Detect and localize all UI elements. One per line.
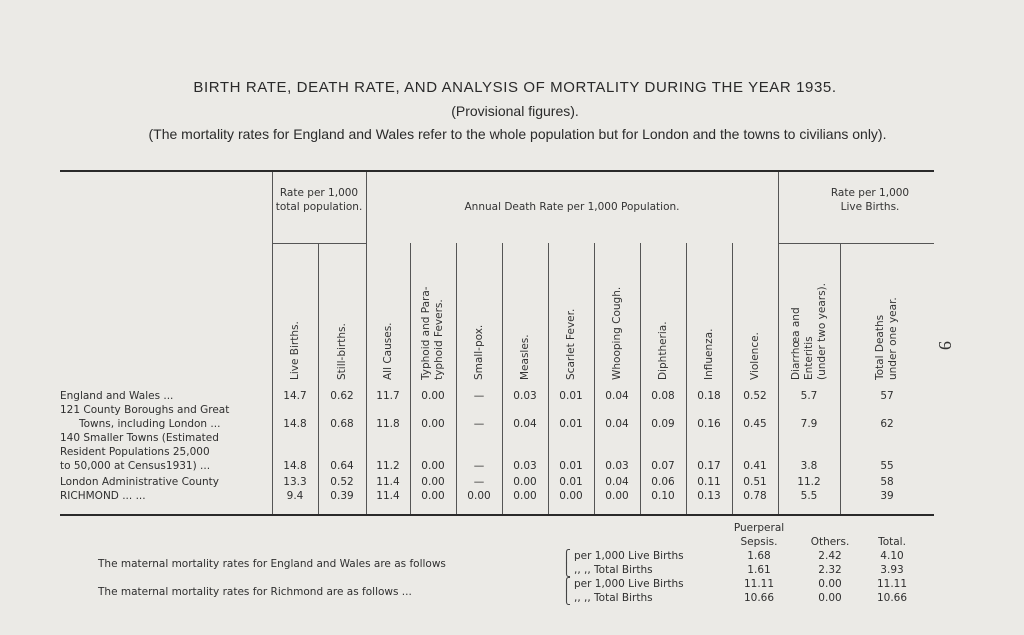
table-cell: 0.13 [697,490,721,502]
column-header-4-line-1: Small-pox. [472,324,485,380]
table-cell: 5.5 [800,490,818,502]
table-cell: 39 [880,490,894,502]
table-cell: 0.00 [421,460,445,472]
column-header-3-line-1: Typhoid and Para- [420,286,432,380]
table-cell: 55 [880,460,894,472]
table-cell: 0.03 [605,460,629,472]
column-divider [456,243,457,514]
maternal-value-total: 3.93 [880,564,904,576]
table-cell: 0.04 [513,418,537,430]
table-cell: 0.00 [421,418,445,430]
table-cell: 0.04 [605,418,629,430]
column-header-3-line-2: typhoid Fevers. [433,299,445,380]
group-header-live: Rate per 1,000 Live Births. [830,187,910,213]
table-cell: 11.4 [376,476,400,488]
table-cell: 0.00 [421,390,445,402]
table-cell: 0.00 [513,490,537,502]
maternal-value-others: 2.42 [818,550,842,562]
table-cell: 3.8 [800,460,818,472]
group-divider-line [272,243,366,244]
table-cell: 0.62 [330,390,354,402]
table-cell: 0.51 [743,476,767,488]
column-header-9-line-1: Influenza. [702,328,715,380]
brace-england-bottom: ⎩ [562,563,571,577]
maternal-value-others: 0.00 [818,578,842,590]
table-cell: 0.06 [651,476,675,488]
maternal-header-total: Total. [878,536,906,548]
table-cell: 0.03 [513,460,537,472]
table-cell: — [473,476,485,488]
table-cell: 0.68 [330,418,354,430]
column-header-6-line-1: Scarlet Fever. [564,308,577,380]
table-cell: 0.08 [651,390,675,402]
row-label: 121 County Boroughs and Great [60,404,230,416]
maternal-value-sepsis: 1.61 [747,564,771,576]
column-header-5-line-1: Measles. [518,334,531,380]
table-cell: — [473,460,485,472]
column-header-8-line-1: Diphtheria. [656,321,669,380]
table-cell: 0.16 [697,418,721,430]
column-divider [594,243,595,514]
maternal-row-desc: ,, ,, Total Births [574,592,653,604]
table-cell: 0.39 [330,490,354,502]
table-cell: 0.00 [421,490,445,502]
brace-richmond-bottom: ⎩ [562,591,571,605]
table-cell: 0.00 [467,490,491,502]
row-label: RICHMOND ... ... [60,490,146,502]
table-cell: 0.64 [330,460,354,472]
table-cell: 0.18 [697,390,721,402]
page-subtitle: (Provisional figures). [451,103,579,119]
table-cell: 11.2 [376,460,400,472]
maternal-row-desc: ,, ,, Total Births [574,564,653,576]
brace-richmond-top: ⎧ [562,577,571,591]
table-cell: 0.11 [697,476,721,488]
table-cell: 0.04 [605,476,629,488]
table-cell: 11.8 [376,418,400,430]
page-title: BIRTH RATE, DEATH RATE, AND ANALYSIS OF MORTALITY DURING THE YEAR 1935. [193,79,837,96]
maternal-value-others: 0.00 [818,592,842,604]
table-bottom-rule [60,514,934,516]
table-cell: 0.04 [605,390,629,402]
maternal-value-total: 11.11 [876,578,908,590]
maternal-value-total: 10.66 [876,592,908,604]
table-cell: 0.17 [697,460,721,472]
table-cell: 11.7 [376,390,400,402]
maternal-richmond-label: The maternal mortality rates for Richmond are as follows ... [98,586,412,598]
table-cell: 11.2 [797,476,821,488]
group-header-death: Annual Death Rate per 1,000 Population. [464,201,680,213]
maternal-header-others: Others. [810,536,850,548]
column-divider [548,243,549,514]
column-divider [840,243,841,514]
table-cell: 0.01 [559,418,583,430]
table-cell: 0.45 [743,418,767,430]
table-cell: 0.01 [559,460,583,472]
table-cell: 0.00 [513,476,537,488]
maternal-value-sepsis: 10.66 [743,592,775,604]
maternal-value-sepsis: 11.11 [743,578,775,590]
column-header-11-line-2: Enteritis [802,336,815,380]
column-divider [318,243,319,514]
table-cell: 11.4 [376,490,400,502]
column-header-2-line-1: All Causes. [381,322,394,380]
column-header-1-line-1: Still-births. [335,323,348,380]
row-label: England and Wales ... [60,390,174,402]
table-cell: 5.7 [800,390,818,402]
column-divider [686,243,687,514]
maternal-row-desc: per 1,000 Live Births [574,550,684,562]
table-cell: 9.4 [286,490,304,502]
table-cell: 0.41 [743,460,767,472]
table-cell: 7.9 [800,418,818,430]
table-cell: 0.01 [559,476,583,488]
table-top-rule [60,170,934,172]
table-cell: 14.7 [283,390,307,402]
table-cell: 0.00 [421,476,445,488]
column-header-10-line-1: Violence. [748,332,761,380]
column-header-12-line-2: under one year. [887,297,899,380]
column-header-11-line-1: Diarrhœa and [789,307,802,380]
table-cell: 13.3 [283,476,307,488]
row-label: Resident Populations 25,000 [60,446,210,458]
row-label: London Administrative County [60,476,219,488]
row-label: 140 Smaller Towns (Estimated [60,432,219,444]
table-cell: 0.00 [605,490,629,502]
table-cell: 0.03 [513,390,537,402]
column-header-12-line-1: Total Deaths [874,314,886,380]
table-cell: 58 [880,476,894,488]
column-divider [410,243,411,514]
table-cell: 62 [880,418,894,430]
table-cell: 0.10 [651,490,675,502]
table-cell: 0.52 [330,476,354,488]
table-cell: 0.09 [651,418,675,430]
maternal-value-sepsis: 1.68 [747,550,771,562]
column-divider [732,243,733,514]
table-cell: 0.07 [651,460,675,472]
maternal-header-sepsis-2: Sepsis. [740,536,778,548]
brace-england-top: ⎧ [562,549,571,563]
table-cell: 0.00 [559,490,583,502]
group-divider-line [778,243,934,244]
table-cell: 14.8 [283,418,307,430]
table-cell: — [473,418,485,430]
row-label: to 50,000 at Census1931) ... [60,460,211,472]
column-header-0-line-1: Live Births. [288,321,301,380]
table-cell: 0.78 [743,490,767,502]
table-cell: 57 [880,390,894,402]
maternal-row-desc: per 1,000 Live Births [574,578,684,590]
page-number: 9 [935,341,955,350]
group-header-birth: Rate per 1,000 total population. [275,187,363,213]
table-cell: — [473,390,485,402]
table-cell: 14.8 [283,460,307,472]
maternal-england-label: The maternal mortality rates for England and Wales are as follows [98,558,446,570]
page-note: (The mortality rates for England and Wales refer to the whole population but for London and the towns to civilians only). [148,126,887,142]
table-cell: 0.52 [743,390,767,402]
row-label: Towns, including London ... [79,418,221,430]
column-header-7-line-1: Whooping Cough. [610,286,623,380]
column-divider [640,243,641,514]
table-cell: 0.01 [559,390,583,402]
maternal-value-total: 4.10 [880,550,904,562]
column-header-11-line-3: (under two years). [815,283,828,380]
maternal-header-sepsis-1: Puerperal [733,522,785,534]
maternal-value-others: 2.32 [818,564,842,576]
column-divider [502,243,503,514]
